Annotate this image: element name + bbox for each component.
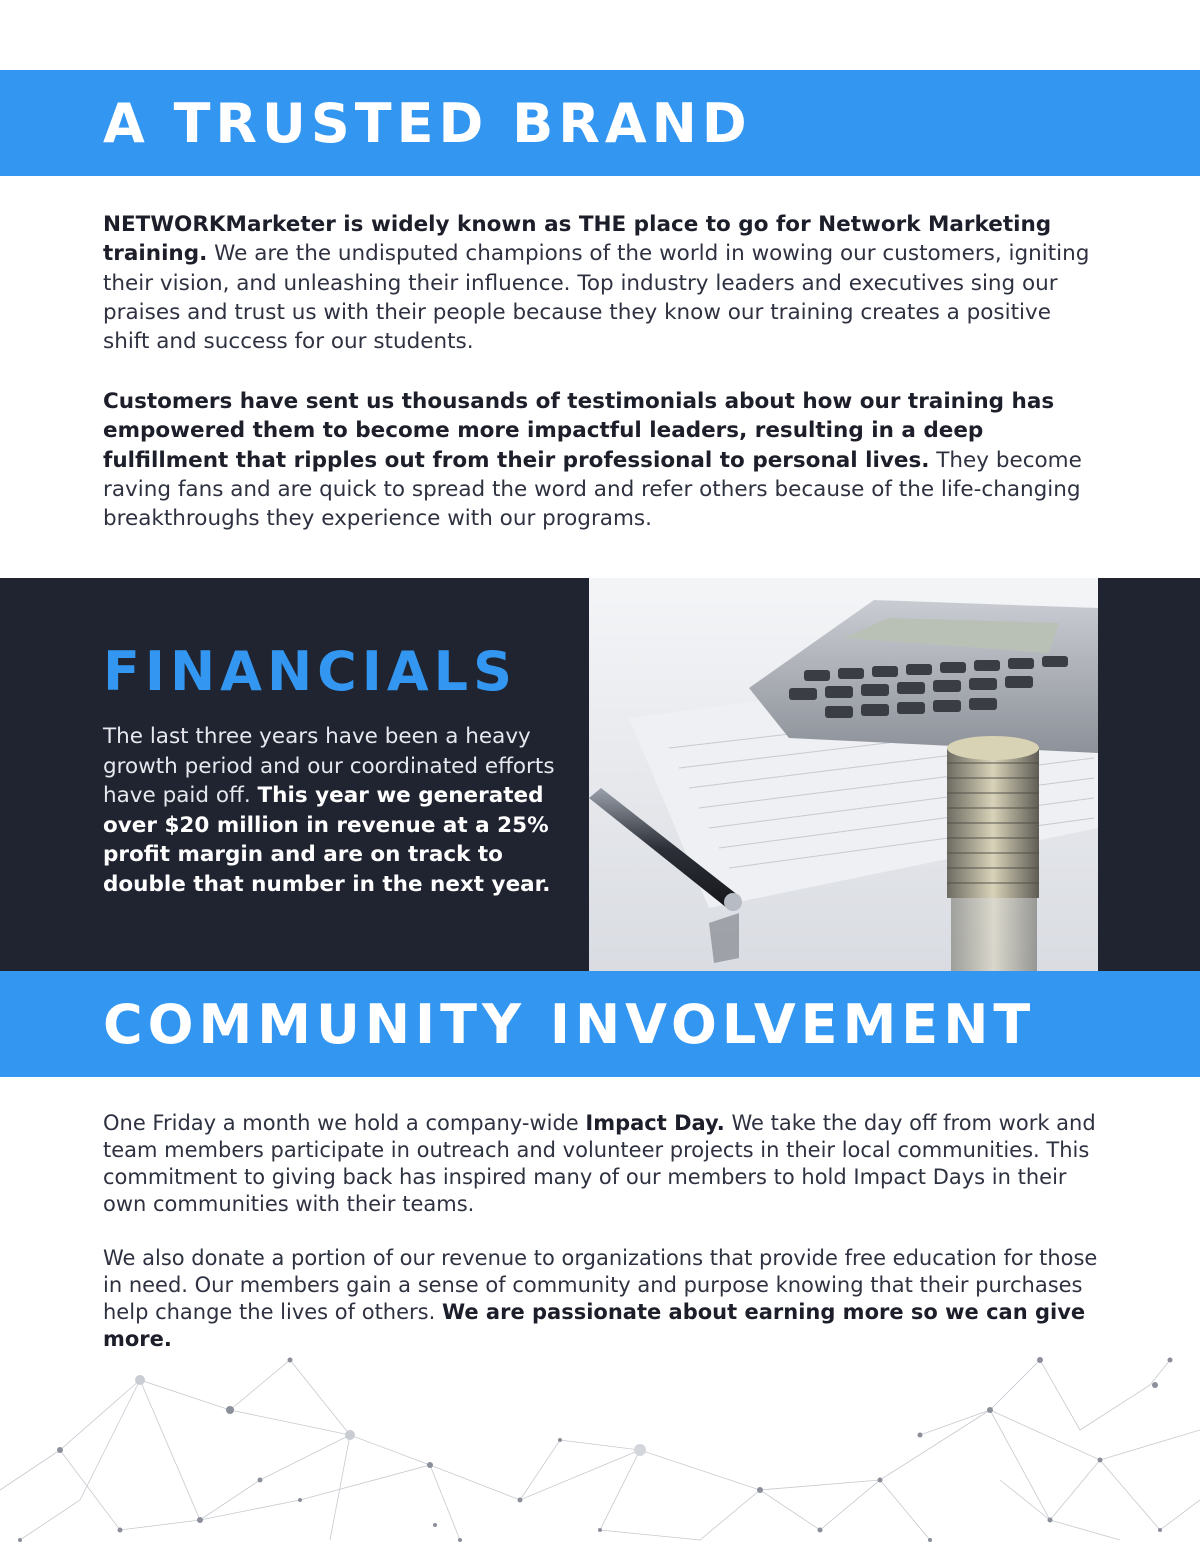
community-p1-bold: Impact Day. [585, 1111, 725, 1135]
financials-text: The last three years have been a heavy growth period and our coordinated efforts have paid off. [103, 724, 555, 808]
network-decoration [0, 1340, 1200, 1553]
trusted-brand-p2-bold: Customers have sent us thousands of testimonials about how our training has empowered them to become more impactful leaders, resulting in a deep fulfillment that ripples out from their professional to personal lives. [103, 389, 1055, 473]
community-p1-text-b: We take the day off from work and team members participate in outreach and volunteer projects in their local communities. This commitment to giving back has inspired many of our members to hold Impact Days in their own communities with their teams. [103, 1111, 1096, 1216]
trusted-brand-paragraph-1 [103, 210, 1103, 356]
trusted-brand-p2-text: They become raving fans and are quick to spread the word and refer others because of the life-changing breakthroughs they experience with our programs. [103, 447, 1082, 532]
trusted-brand-p1-bold: NETWORKMarketer is widely known as THE place to go for Network Marketing training. [103, 212, 1052, 267]
community-heading: COMMUNITY INVOLVEMENT [103, 993, 1036, 1056]
trusted-brand-p1-text: We are the undisputed champions of the world in wowing our customers, igniting their vision, and unleashing their influence. Top industry leaders and executives sing our praises and trust us with their people because they know our training creates a positive shift and success for our students. [103, 241, 1090, 355]
community-banner [0, 971, 1200, 1077]
community-p1-text-a: One Friday a month we hold a company-wide [103, 1111, 586, 1135]
community-p2-text: We also donate a portion of our revenue to organizations that provide free education for those in need. Our members gain a sense of community and purpose knowing that their purchases help change the lives of others. [103, 1246, 1098, 1324]
community-paragraph-1 [103, 1110, 1103, 1218]
financials-paragraph [103, 722, 573, 899]
trusted-brand-paragraph-2 [103, 387, 1103, 533]
trusted-brand-banner [0, 70, 1200, 176]
community-paragraph-2 [103, 1245, 1103, 1353]
financials-section [0, 578, 1200, 971]
community-p2-bold: We are passionate about earning more so we can give more. [103, 1300, 1086, 1351]
financials-text-bold: This year we generated over $20 million in revenue at a 25% profit margin and are on track to double that number in the next year. [103, 783, 551, 897]
financials-heading: FINANCIALS [103, 640, 517, 703]
calculator-coins-photo [589, 578, 1098, 971]
trusted-brand-heading: A TRUSTED BRAND [103, 92, 752, 155]
